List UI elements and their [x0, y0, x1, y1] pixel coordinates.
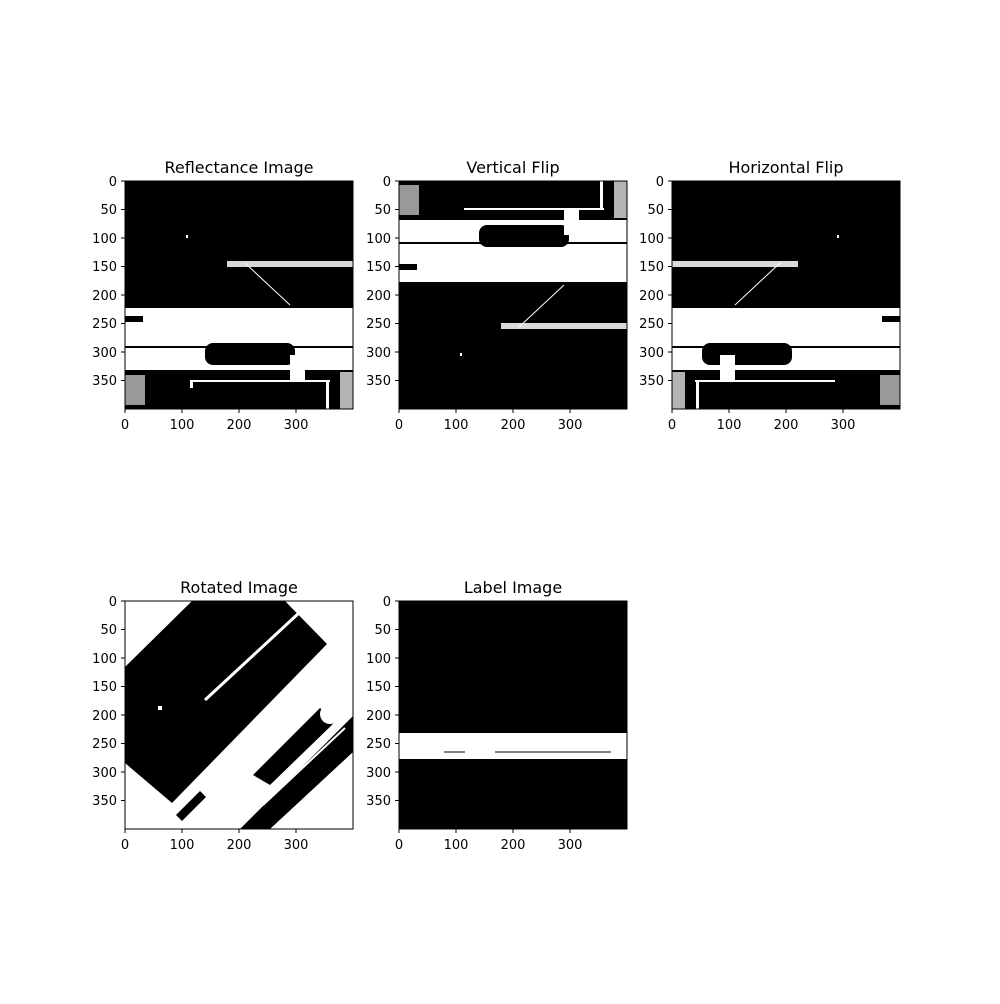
y-tick-label: 100 [366, 232, 391, 247]
image-reflectance [125, 181, 353, 409]
y-tick-labels [639, 175, 664, 389]
y-tick-label: 50 [374, 623, 391, 638]
y-tick-label: 150 [639, 260, 664, 275]
x-tick-label: 300 [283, 418, 309, 433]
x-tick-label: 0 [394, 418, 404, 433]
panel-reflectance-image [92, 158, 353, 433]
image-horizontal-flip [672, 181, 900, 409]
y-tick-label: 250 [92, 737, 117, 752]
x-tick-labels [395, 838, 583, 853]
y-tick-label: 100 [92, 232, 117, 247]
x-tick-labels [395, 418, 583, 433]
image-label [399, 601, 627, 829]
x-tick-label: 0 [120, 418, 130, 433]
y-tick-label: 350 [366, 794, 391, 809]
y-tick-label: 150 [92, 260, 117, 275]
x-tick-labels [121, 838, 309, 853]
y-tick-label: 200 [92, 289, 117, 304]
y-tick-label: 0 [655, 175, 664, 190]
x-tick-label: 300 [283, 838, 309, 853]
y-tick-label: 350 [366, 374, 391, 389]
x-tick-labels [121, 418, 309, 433]
y-tick-label: 50 [100, 623, 117, 638]
panel-vertical-flip [366, 158, 627, 433]
panel-title: Reflectance Image [164, 158, 314, 177]
y-tick-label: 200 [92, 709, 117, 724]
x-tick-label: 100 [169, 418, 195, 433]
y-tick-labels [92, 175, 117, 389]
y-tick-label: 150 [366, 260, 391, 275]
y-tick-label: 350 [92, 374, 117, 389]
y-tick-label: 350 [639, 374, 664, 389]
y-tick-label: 300 [92, 346, 117, 361]
y-tick-label: 200 [639, 289, 664, 304]
x-tick-label: 200 [226, 838, 252, 853]
x-tick-label: 300 [557, 838, 583, 853]
y-tick-label: 50 [100, 203, 117, 218]
x-tick-label: 100 [169, 838, 195, 853]
y-tick-label: 300 [366, 766, 391, 781]
image-vertical-flip [399, 181, 627, 409]
y-tick-labels [92, 595, 117, 809]
panel-title: Rotated Image [180, 578, 298, 597]
panel-title: Vertical Flip [466, 158, 560, 177]
y-tick-label: 250 [366, 317, 391, 332]
x-tick-label: 200 [500, 838, 526, 853]
image-rotated [125, 601, 353, 829]
panel-rotated-image [92, 578, 353, 853]
x-tick-label: 100 [443, 838, 469, 853]
y-tick-label: 200 [366, 709, 391, 724]
y-tick-label: 0 [108, 175, 117, 190]
y-tick-label: 250 [366, 737, 391, 752]
x-tick-label: 100 [443, 418, 469, 433]
x-tick-label: 0 [394, 838, 404, 853]
y-tick-label: 0 [382, 175, 391, 190]
panel-label-image [366, 578, 627, 853]
y-tick-label: 50 [647, 203, 664, 218]
y-tick-label: 150 [92, 680, 117, 695]
y-tick-label: 0 [108, 595, 117, 610]
x-tick-label: 0 [120, 838, 130, 853]
y-tick-label: 100 [92, 652, 117, 667]
x-tick-label: 200 [500, 418, 526, 433]
panel-title: Horizontal Flip [728, 158, 844, 177]
y-tick-labels [366, 175, 391, 389]
panel-horizontal-flip [639, 158, 900, 433]
y-tick-label: 50 [374, 203, 391, 218]
y-tick-label: 350 [92, 794, 117, 809]
y-tick-label: 250 [639, 317, 664, 332]
x-tick-label: 100 [716, 418, 742, 433]
y-tick-label: 300 [92, 766, 117, 781]
y-tick-label: 0 [382, 595, 391, 610]
label-road-band [399, 733, 627, 759]
x-tick-label: 200 [226, 418, 252, 433]
x-tick-label: 300 [557, 418, 583, 433]
y-tick-label: 250 [92, 317, 117, 332]
y-tick-label: 100 [366, 652, 391, 667]
y-tick-label: 100 [639, 232, 664, 247]
y-tick-labels [366, 595, 391, 809]
x-tick-label: 300 [830, 418, 856, 433]
panel-title: Label Image [463, 578, 563, 597]
y-tick-label: 300 [639, 346, 664, 361]
x-tick-labels [668, 418, 856, 433]
x-tick-label: 200 [773, 418, 799, 433]
y-tick-label: 200 [366, 289, 391, 304]
y-tick-label: 300 [366, 346, 391, 361]
x-tick-label: 0 [667, 418, 677, 433]
y-tick-label: 150 [366, 680, 391, 695]
